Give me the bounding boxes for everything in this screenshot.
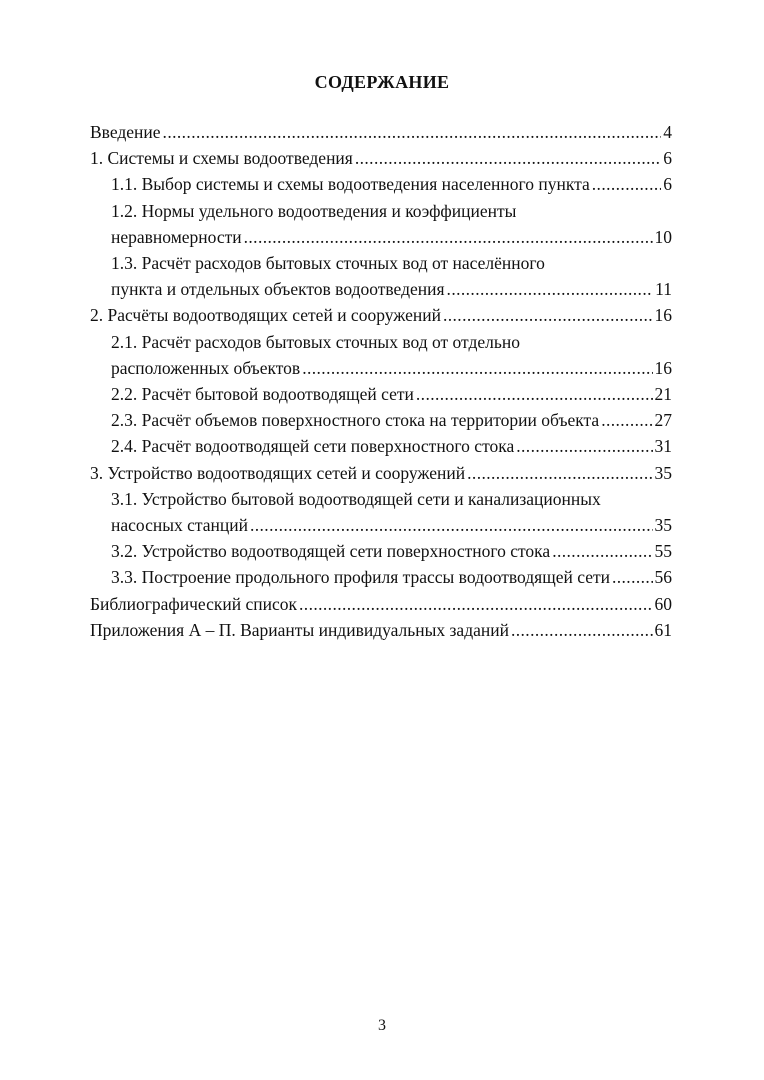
- toc-entry-title-first-line: 2.1. Расчёт расходов бытовых сточных вод от отдельно: [111, 331, 520, 352]
- toc-dot-leader: [416, 381, 653, 407]
- toc-entry-line: [90, 119, 672, 145]
- toc-entry-line: [111, 355, 672, 381]
- toc-entry: [90, 250, 672, 302]
- toc-entry-title: Введение: [90, 122, 161, 142]
- toc-entry-title: 3.3. Построение продольного профиля трассы водоотводящей сети: [111, 567, 610, 588]
- toc-dot-leader: [592, 171, 661, 197]
- toc-entry-line: [90, 145, 672, 171]
- toc-entry-page-number: 11: [655, 279, 672, 300]
- toc-entry-page-number: 60: [654, 593, 672, 614]
- toc-entry-title: насосных станций: [111, 515, 248, 536]
- toc-entry-line: [111, 538, 672, 564]
- toc-entry: [90, 119, 672, 145]
- toc-entry-line: [111, 171, 672, 197]
- toc-entry-page-number: 61: [654, 619, 672, 640]
- toc-entry-line: [111, 276, 672, 302]
- toc-entry-title: расположенных объектов: [111, 357, 301, 378]
- toc-dot-leader: [601, 407, 652, 433]
- toc-entry-title: 1.1. Выбор системы и схемы водоотведения населенного пункта: [111, 174, 590, 195]
- toc-entry: [90, 171, 672, 197]
- toc-entry-page-number: 55: [654, 541, 672, 562]
- toc-entry-page-number: 6: [663, 148, 672, 169]
- toc-entry: [90, 591, 672, 617]
- toc-entry-title: Приложения А – П. Варианты индивидуальных заданий: [90, 619, 509, 640]
- toc-entry-title-first-line: 3.1. Устройство бытовой водоотводящей сети и канализационных: [111, 488, 601, 509]
- page-title: СОДЕРЖАНИЕ: [314, 72, 450, 92]
- toc-dot-leader: [244, 224, 653, 250]
- toc-entry-page-number: 4: [663, 122, 672, 142]
- toc-entry: [90, 302, 672, 328]
- toc-entry: [90, 460, 672, 486]
- toc-dot-leader: [447, 276, 654, 302]
- toc-entry: [90, 564, 672, 590]
- toc-entry: [90, 433, 672, 459]
- toc-entry-line: [111, 224, 672, 250]
- toc-entry: [90, 538, 672, 564]
- toc-entry: [90, 198, 672, 250]
- toc-entry: [90, 407, 672, 433]
- toc-entry-page-number: 56: [654, 567, 672, 588]
- toc-entry-title: 2.4. Расчёт водоотводящей сети поверхностного стока: [111, 436, 515, 457]
- toc-dot-leader: [612, 564, 653, 590]
- toc-entry-title: неравномерности: [111, 226, 242, 247]
- toc-entry-line: [90, 302, 672, 328]
- toc-entry-title: 2. Расчёты водоотводящих сетей и сооружений: [90, 305, 441, 326]
- toc-entry-line: [111, 407, 672, 433]
- toc-entry-line: [111, 512, 672, 538]
- toc-dot-leader: [516, 433, 652, 459]
- toc-entry-line: [111, 433, 672, 459]
- toc-entry: [90, 617, 672, 643]
- toc-entry: [90, 329, 672, 381]
- toc-entry-page-number: 10: [654, 226, 672, 247]
- toc-entry-line: [90, 460, 672, 486]
- toc-dot-leader: [163, 119, 662, 145]
- toc-entry-page-number: 35: [654, 462, 672, 483]
- toc-dot-leader: [250, 512, 653, 538]
- toc-entry-page-number: 16: [654, 357, 672, 378]
- toc-entry-line: [90, 591, 672, 617]
- toc-entry-title: 2.3. Расчёт объемов поверхностного стока на территории объекта: [111, 410, 600, 431]
- toc-dot-leader: [355, 145, 661, 171]
- toc-dot-leader: [467, 460, 652, 486]
- toc-entry-page-number: 6: [663, 174, 672, 195]
- toc-dot-leader: [511, 617, 653, 643]
- table-of-contents: [90, 119, 672, 643]
- toc-dot-leader: [302, 355, 652, 381]
- toc-entry: [90, 145, 672, 171]
- toc-entry-title: 2.2. Расчёт бытовой водоотводящей сети: [111, 384, 414, 405]
- toc-dot-leader: [299, 591, 652, 617]
- toc-entry-title-first-line: 1.3. Расчёт расходов бытовых сточных вод от населённого: [111, 253, 545, 274]
- toc-entry-line: [111, 381, 672, 407]
- toc-dot-leader: [552, 538, 652, 564]
- toc-entry: [90, 381, 672, 407]
- toc-entry-title: 1. Системы и схемы водоотведения: [90, 148, 353, 169]
- toc-entry-title: пункта и отдельных объектов водоотведения: [111, 279, 445, 300]
- toc-dot-leader: [443, 302, 653, 328]
- toc-entry-page-number: 16: [654, 305, 672, 326]
- toc-entry-page-number: 31: [654, 436, 672, 457]
- toc-entry-title: 3. Устройство водоотводящих сетей и сооружений: [90, 462, 466, 483]
- toc-entry-page-number: 21: [654, 384, 672, 405]
- toc-entry-title: Библиографический список: [90, 593, 298, 614]
- toc-entry-page-number: 35: [654, 515, 672, 536]
- toc-entry-title-first-line: 1.2. Нормы удельного водоотведения и коэффициенты: [111, 200, 517, 221]
- page-number: 3: [378, 1017, 386, 1034]
- toc-entry-line: [90, 617, 672, 643]
- toc-entry-title: 3.2. Устройство водоотводящей сети поверхностного стока: [111, 541, 551, 562]
- toc-entry-line: [111, 564, 672, 590]
- toc-entry-page-number: 27: [654, 410, 672, 431]
- toc-entry: [90, 486, 672, 538]
